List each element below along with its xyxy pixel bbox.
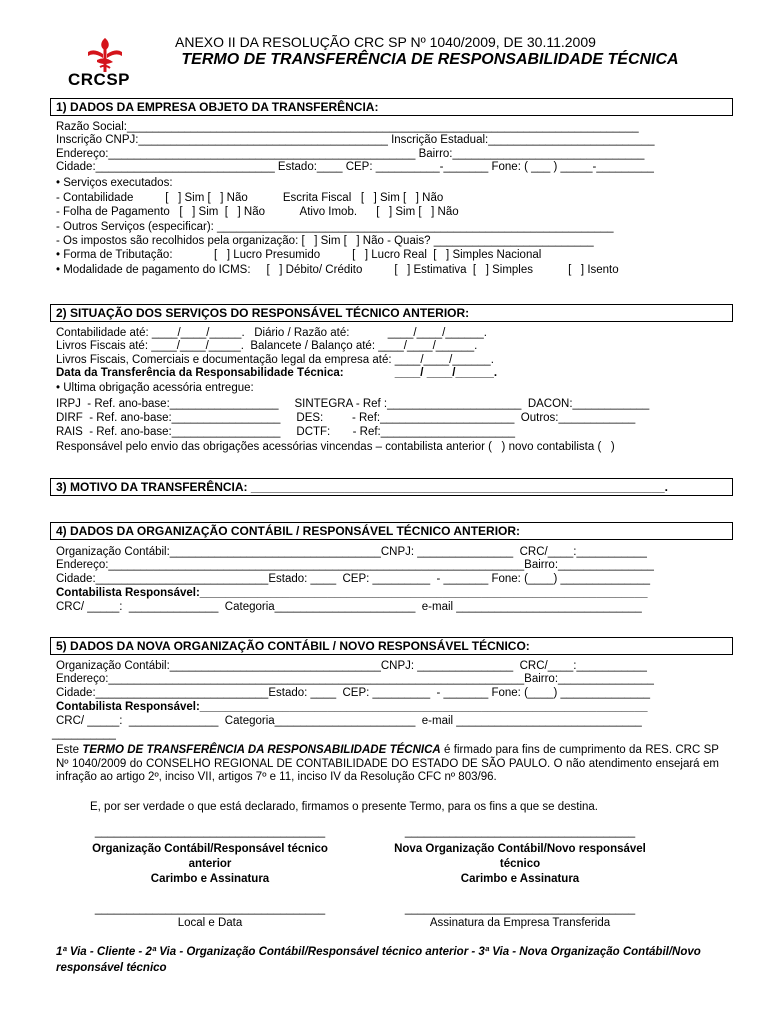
right-signature-sub: Carimbo e Assinatura (460, 873, 580, 885)
section-4-title: 4) DADOS DA ORGANIZAÇÃO CONTÁBIL / RESPONSÁVEL TÉCNICO ANTERIOR: (50, 522, 733, 540)
s2-line-transfer-date: Data da Transferência da Responsabilidade Técnica: ____/ ____/______. (56, 367, 498, 379)
s2-line: Responsável pelo envio das obrigações acessórias vincendas – contabilista anterior ( ) novo contabilista ( ) (56, 441, 615, 453)
signature-line: ____________________________________ (94, 826, 326, 838)
s5-line: Endereço:_________________________________________________________________Bairro:_______________ (56, 673, 654, 685)
s4-line-contabilista: Contabilista Responsável:______________________________________________________________________ (56, 587, 648, 599)
section-5-title: 5) DADOS DA NOVA ORGANIZAÇÃO CONTÁBIL / NOVO RESPONSÁVEL TÉCNICO: (50, 637, 733, 655)
s2-line: IRPJ - Ref. ano-base:_________________ SINTEGRA - Ref :_____________________ DACON:____________ (56, 398, 650, 410)
left-signature-title: Organização Contábil/Responsável técnico anterior (92, 843, 328, 870)
company-signature-label: Assinatura da Empresa Transferida (429, 917, 611, 929)
document-title: TERMO DE TRANSFERÊNCIA DE RESPONSABILIDADE TÉCNICA (181, 51, 679, 68)
s1-line: • Forma de Tributação: [ ] Lucro Presumido [ ] Lucro Real [ ] Simples Nacional (56, 249, 542, 261)
section-3-title: 3) MOTIVO DA TRANSFERÊNCIA: ______________________________________________________________. (50, 478, 733, 496)
s2-line: DIRF - Ref. ano-base:_________________ DES: - Ref:_____________________ Outros:____________ (56, 412, 636, 424)
s1-line: • Serviços executados: (56, 177, 173, 189)
s4-line: CRC/ _____: ______________ Categoria______________________ e-mail _____________________________ (56, 601, 642, 613)
declaration-paragraph: Este TERMO DE TRANSFERÊNCIA DA RESPONSABILIDADE TÉCNICA é firmado para fins de cumprimento da RES. CRC SP Nº 1040/2009 do CONSELHO REGIONAL DE CONTABILIDADE DO ESTADO DE SÃO PAULO. O não atendimento ensejará em infração ao artigo 2º, inciso VII, artigos 7º e 11, inciso IV da Resolução CFC nº 803/96. (56, 744, 719, 783)
s1-line: • Modalidade de pagamento do ICMS: [ ] Débito/ Crédito [ ] Estimativa [ ] Simples [ ] Isento (56, 264, 619, 276)
signature-line: ____________________________________ (404, 826, 636, 838)
left-signature-block (70, 826, 350, 887)
s1-line: Cidade:____________________________ Estado:____ CEP: __________-_______ Fone: ( ___ ) _____-_________ (56, 161, 654, 173)
local-date-block (70, 903, 350, 929)
section-1-title: 1) DADOS DA EMPRESA OBJETO DA TRANSFERÊNCIA: (50, 98, 733, 116)
s4-line: Organização Contábil:_________________________________CNPJ: _______________ CRC/____:___________ (56, 546, 647, 558)
signature-line: ____________________________________ (404, 903, 636, 915)
s1-line: Razão Social:________________________________________________________________________________ (56, 121, 639, 133)
declaration-closing: E, por ser verdade o que está declarado, firmamos o presente Termo, para os fins a que se destina. (90, 801, 598, 813)
company-signature-block (380, 903, 660, 929)
resolution-heading: ANEXO II DA RESOLUÇÃO CRC SP Nº 1040/2009, DE 30.11.2009 (175, 34, 596, 50)
left-signature-sub: Carimbo e Assinatura (150, 873, 270, 885)
s1-line: - Os impostos são recolhidos pela organização: [ ] Sim [ ] Não - Quais? _________________________ (56, 235, 594, 247)
logo-text: CRCSP (68, 70, 131, 89)
s5-line: Cidade:___________________________Estado: ____ CEP: _________ - _______ Fone: (____) ______________ (56, 687, 651, 699)
separator-line: __________ (52, 728, 116, 740)
s1-line: - Contabilidade [ ] Sim [ ] Não Escrita Fiscal [ ] Sim [ ] Não (56, 192, 444, 204)
s1-line: Inscrição CNPJ:_______________________________________ Inscrição Estadual:__________________________ (56, 134, 655, 146)
s4-line: Endereço:_________________________________________________________________Bairro:_______________ (56, 559, 654, 571)
s2-line: Contabilidade até: ____/____/_____. Diário / Razão até: ____/____/______. (56, 327, 487, 339)
s5-line: Organização Contábil:_________________________________CNPJ: _______________ CRC/____:___________ (56, 660, 647, 672)
s5-line-contabilista: Contabilista Responsável:______________________________________________________________________ (56, 701, 648, 713)
section-2-title: 2) SITUAÇÃO DOS SERVIÇOS DO RESPONSÁVEL TÉCNICO ANTERIOR: (50, 304, 733, 322)
s4-line: Cidade:___________________________Estado: ____ CEP: _________ - _______ Fone: (____) ______________ (56, 573, 651, 585)
right-signature-title: Nova Organização Contábil/Novo responsável técnico (394, 843, 646, 870)
s2-line: RAIS - Ref. ano-base:_________________ DCTF: - Ref:_____________________ (56, 426, 516, 438)
s1-line: - Folha de Pagamento [ ] Sim [ ] Não Ativo Imob. [ ] Sim [ ] Não (56, 206, 459, 218)
copies-footer: 1ª Via - Cliente - 2ª Via - Organização Contábil/Responsável técnico anterior - 3ª Via - Nova Organização Contábil/Novo responsável técnico (56, 946, 701, 974)
s1-line: - Outros Serviços (especificar): ______________________________________________________________ (56, 221, 614, 233)
s2-line: Livros Fiscais até: ____/____/_____. Balancete / Balanço até: ____/____/______. (56, 340, 478, 352)
s2-line: Livros Fiscais, Comerciais e documentação legal da empresa até: ____/____/______. (56, 354, 494, 366)
s2-line: • Ultima obrigação acessória entregue: (56, 382, 254, 394)
signature-line: ____________________________________ (94, 903, 326, 915)
local-date-label: Local e Data (177, 917, 243, 929)
right-signature-block (380, 826, 660, 887)
s1-line: Endereço:________________________________________________ Bairro:______________________________ (56, 148, 645, 160)
s5-line: CRC/ _____: ______________ Categoria______________________ e-mail _____________________________ (56, 715, 642, 727)
